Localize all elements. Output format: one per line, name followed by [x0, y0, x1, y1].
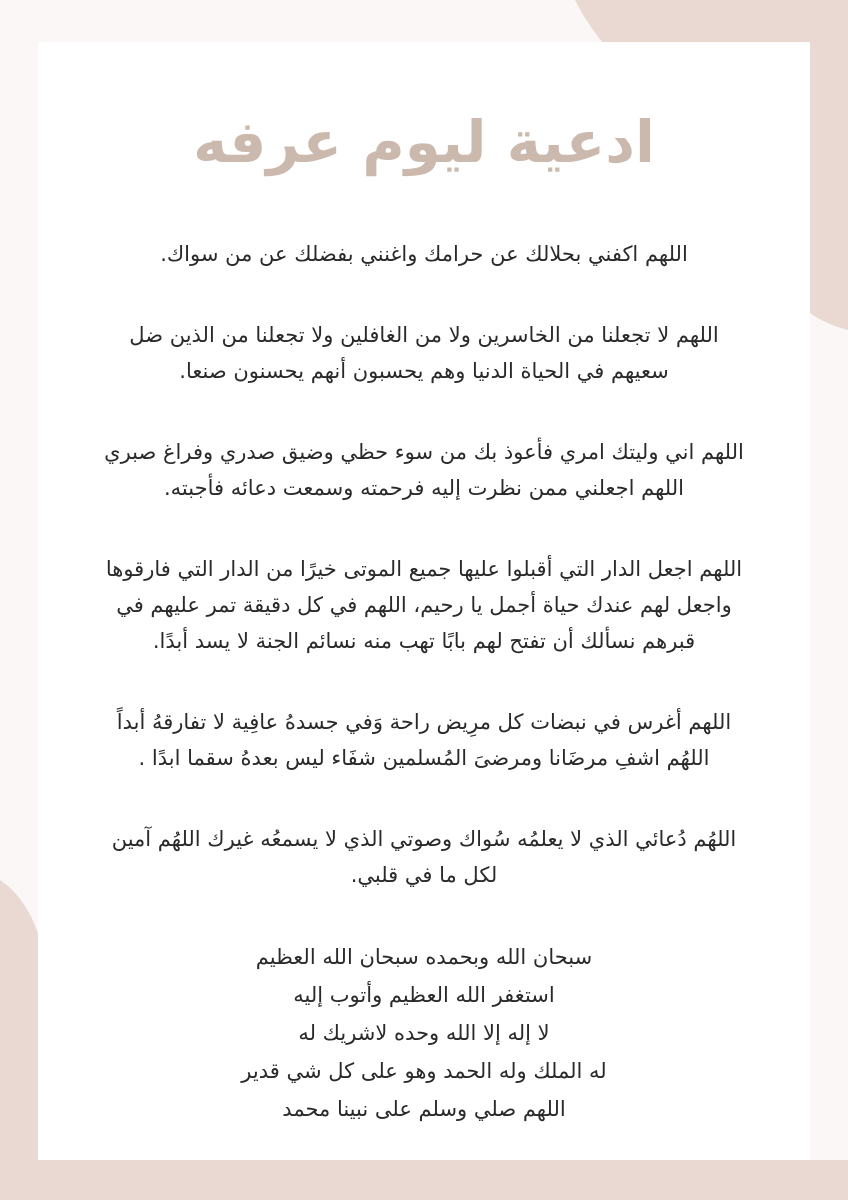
bottom-edge-strip: [0, 1160, 848, 1200]
dhikr-list: [100, 938, 748, 1128]
prayer-paragraph: اللهم اجعل الدار التي أقبلوا عليها جميع الموتى خيرًا من الدار التي فارقوها واجعل لهم عندك حياة أجمل يا رحيم، اللهم في كل دقيقة تمر عليهم في قبرهم نسألك أن تفتح لهم بابًا تهب منه نسائم الجنة لا يسد أبدًا.: [105, 557, 743, 653]
dhikr-line: لا إله إلا الله وحده لاشريك له: [298, 1021, 550, 1045]
dhikr-line: اللهم صلي وسلم على نبينا محمد: [282, 1097, 566, 1121]
page-title: ادعية ليوم عرفه: [193, 108, 655, 176]
dhikr-line: له الملك وله الحمد وهو على كل شي قدير: [241, 1059, 607, 1083]
prayer-paragraph: اللهم لا تجعلنا من الخاسرين ولا من الغافلين ولا تجعلنا من الذين ضل سعيهم في الحياة الدنيا وهم يحسبون أنهم يحسنون صنعا.: [129, 323, 719, 383]
dhikr-line: سبحان الله وبحمده سبحان الله العظيم: [255, 945, 593, 969]
prayer-paragraph: اللهم أغرس في نبضات كل مرِيض راحة وَفي جسدهُ عافِية لا تفارقهُ أبداً اللهُم اشفِ مرضَانا ومرضىَ المُسلمين شفَاء ليس بعدهُ سقما ابدًا .: [116, 710, 732, 770]
prayer-paragraph: اللهم اني وليتك امري فأعوذ بك من سوء حظي وضيق صدري وفراغ صبري اللهم اجعلني ممن نظرت إليه فرحمته وسمعت دعائه فأجبته.: [104, 440, 744, 500]
dhikr-line: استغفر الله العظيم وأتوب إليه: [293, 983, 555, 1007]
prayer-paragraph: اللهم اكفني بحلالك عن حرامك واغنني بفضلك عن من سواك.: [160, 242, 688, 266]
prayer-content: [100, 236, 748, 1128]
prayer-paragraph: اللهُم دُعائي الذي لا يعلمُه سُواك وصوتي الذي لا يسمعُه غيرك اللهُم آمين لكل ما في قلبي.: [111, 827, 737, 887]
